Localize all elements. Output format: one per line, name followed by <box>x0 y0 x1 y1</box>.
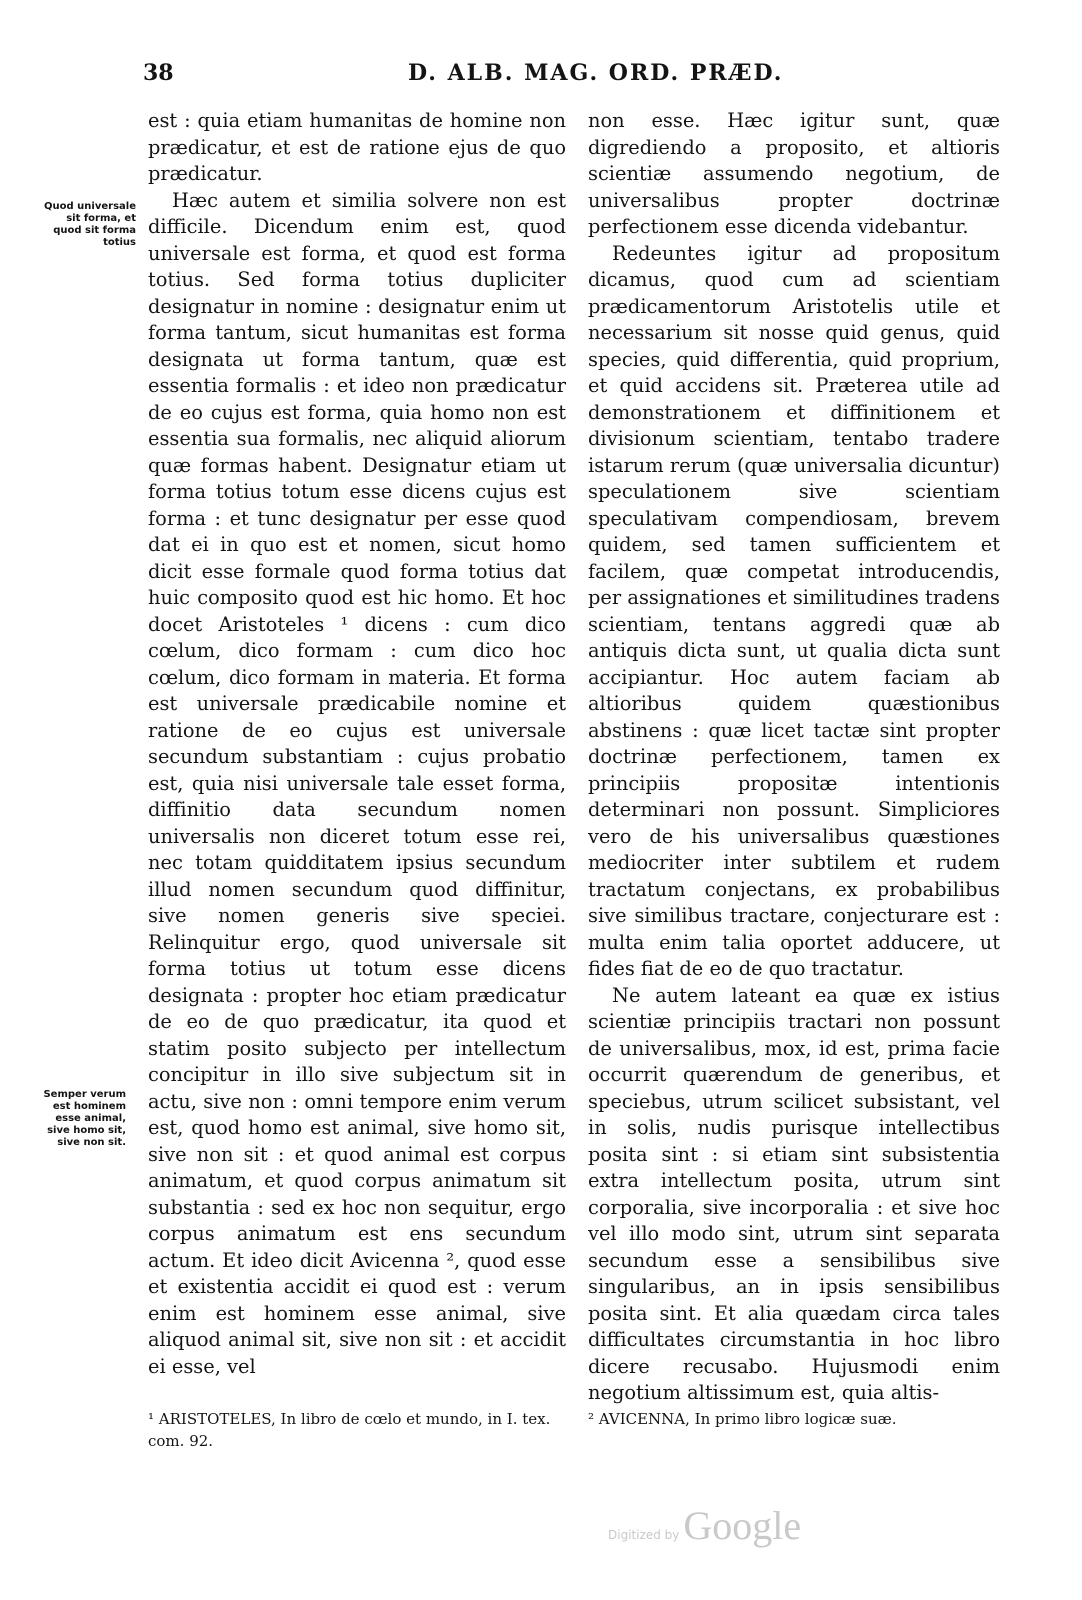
footnote-right: ² AVICENNA, In primo libro logicæ suæ. <box>588 1410 897 1428</box>
margin-note: Semper verum est hominem esse animal, sive homo sit, sive non sit. <box>43 1089 126 1148</box>
margin-note: Quod universale sit forma, et quod sit forma totius <box>44 201 136 248</box>
page-number: 38 <box>143 60 174 86</box>
google-logo: Google <box>683 1503 802 1548</box>
running-head: D. ALB. MAG. ORD. PRÆD. <box>408 60 784 86</box>
paragraph: Redeuntes igitur ad propositum dicamus, quod cum ad scientiam prædicamentorum Aristotelis utile et necessarium sit nosse quid genus, quid species, quid differentia, quid proprium, et quid accidens sit. Præterea utile ad demonstrationem et diffinitionem et divisionum scientiam, tentabo tradere istarum rerum (quæ universalia dicuntur) speculationem sive scientiam speculativam compendiosam, brevem quidem, sed tamen sufficientem et facilem, quæ competat introducendis, per assignationes et similitudines tradens scientiam, tentans aggredi quæ ab antiquis dicta sunt, ut qualia dicta sunt accipiantur. Hoc autem faciam ab altioribus quidem quæstionibus abstinens : quæ licet tactæ sint propter doctrinæ perfectionem, tamen ex principiis propositæ intentionis determinari non possunt. Simpliciores vero de his universalibus quæstiones mediocriter inter subtilem et rudem tractatum conjectans, ex probabilibus sive similibus tractare, conjecturare est : multa enim talia oportet adducere, ut fides fiat de eo de quo tractatur. <box>588 241 1000 980</box>
footnote-left: ¹ ARISTOTELES, In libro de cœlo et mundo, in I. tex. com. 92. <box>148 1410 551 1450</box>
paragraph: Hæc autem et similia solvere non est difficile. Dicendum enim est, quod universale est forma, et quod est forma totius. Sed forma totius dupliciter designatur in nomine : designatur enim ut forma tantum, sicut humanitas est forma designata ut forma tantum, quæ est essentia formalis : et ideo non prædicatur de eo cujus est forma, quia homo non est essentia sua formalis, nec aliquid aliorum quæ formas habent. Designatur etiam ut forma totius totum esse dicens cujus est forma : et tunc designatur per esse quod dat ei in quo est et nomen, sicut homo dicit esse formale quod forma totius dat huic composito quod est hic homo. Et hoc docet Aristoteles ¹ dicens : cum dico cœlum, dico formam : cum dico hoc cœlum, dico formam in materia. Et forma est universale prædicabile nomine et ratione de eo cujus est universale secundum substantiam : cujus probatio est, quia nisi universale tale esset forma, diffinitio data secundum nomen universalis non diceret totum esse rei, nec totam quidditatem ipsius secundum illud nomen secundum quod diffinitur, sive nomen generis sive speciei. Relinquitur ergo, quod universale sit forma totius ut totum esse dicens designata : propter hoc etiam prædicatur de eo de quo prædicatur, ita quod et statim posito subjecto per intellectum concipitur in illo sive subjectum sit in actu, sive non : omni tempore enim verum est, quod homo est animal, sive homo sit, sive non sit : et quod animal est corpus animatum, et quod corpus animatum sit substantia : sed ex hoc non sequitur, ergo corpus animatum est ens secundum actum. Et ideo dicit Avicenna ², quod esse et existentia accidit ei quod est : verum enim est hominem esse animal, sive aliquod animal sit, sive non sit : et accidit ei esse, vel <box>148 188 566 1378</box>
watermark <box>608 1502 801 1549</box>
left-column <box>148 108 566 1380</box>
paragraph: non esse. Hæc igitur sunt, quæ digrediendo a proposito, et altioris scientiæ assumendo negotium, de universalibus propter doctrinæ perfectionem esse dicenda videbantur. <box>588 109 1000 238</box>
paragraph: Ne autem lateant ea quæ ex istius scientiæ principiis tractari non possunt de universalibus, mox, id est, prima facie occurrit quærendum de generibus, et speciebus, utrum scilicet subsistant, vel in solis, nudis purisque intellectibus posita sint : si etiam sint subsistentia extra intellectum posita, utrum sint corporalia, sive incorporalia : et sive hoc vel illo modo sint, utrum sint separata secundum esse a sensibilibus sive singularibus, an in ipsis sensibilibus posita sint. Et alia quædam circa tales difficultates circumstantia in hoc libro dicere recusabo. Hujusmodi enim negotium altissimum est, quia altis- <box>588 983 1000 1404</box>
paragraph: est : quia etiam humanitas de homine non prædicatur, et est de ratione ejus de quo prædicatur. <box>148 109 566 185</box>
watermark-prefix: Digitized by <box>608 1528 680 1542</box>
right-column <box>588 108 1000 1407</box>
